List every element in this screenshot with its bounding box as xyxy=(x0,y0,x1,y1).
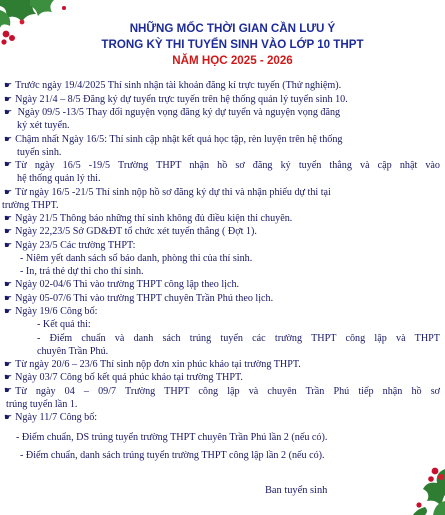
list-item xyxy=(4,371,243,385)
list-item xyxy=(4,385,440,398)
pointing-hand-icon: ☛ xyxy=(4,413,13,423)
pointing-hand-icon: ☛ xyxy=(4,135,13,145)
list-item-continuation: ký xét tuyển. xyxy=(17,120,70,131)
list-item-text: Từ ngày 16/5 -19/5 Trường THPT nhận hồ sơ đăng ký tuyển thẳng và cập nhật vào xyxy=(15,160,440,171)
sub-item: - Niêm yết danh sách số báo danh, phòng thi của thí sinh. xyxy=(20,253,253,264)
list-item-text: Ngày 02-04/6 Thi vào trường THPT công lập theo lịch. xyxy=(15,279,240,290)
title-line-2: TRONG KỲ THI TUYỂN SINH VÀO LỚP 10 THPT xyxy=(101,38,364,51)
list-item-text: Từ ngày 16/5 -21/5 Thí sinh nộp hồ sơ đăng ký dự thi và nhận phiếu dự thi tại xyxy=(15,187,331,198)
pointing-hand-icon: ☛ xyxy=(4,280,13,290)
pointing-hand-icon: ☛ xyxy=(4,160,13,170)
list-item-text: Ngày 09/5 -13/5 Thay đổi nguyện vọng đăng ký dự tuyển và nguyện vọng đăng xyxy=(15,107,341,118)
list-item-text: Ngày 23/5 Các trường THPT: xyxy=(15,240,136,251)
list-item-text: Ngày 21/4 – 8/5 Đăng ký dự tuyển trực tuyến trên hệ thống quản lý tuyển sinh 10. xyxy=(15,94,348,105)
sub-item: - Kết quả thi: xyxy=(37,319,91,330)
list-item-text: Ngày 05-07/6 Thi vào trường THPT chuyên Trần Phú theo lịch. xyxy=(15,293,274,304)
pointing-hand-icon: ☛ xyxy=(4,386,13,396)
pointing-hand-icon: ☛ xyxy=(4,214,13,224)
pointing-hand-icon: ☛ xyxy=(4,81,13,91)
list-item-text: Từ ngày 20/6 – 23/6 Thí sinh nộp đơn xin phúc khảo tại trường THPT. xyxy=(15,359,301,370)
pointing-hand-icon: ☛ xyxy=(4,373,13,383)
pointing-hand-icon: ☛ xyxy=(4,227,13,237)
list-item-text: Ngày 11/7 Công bố: xyxy=(15,412,98,423)
pointing-hand-icon: ☛ xyxy=(4,294,13,304)
list-item-text: Chậm nhất Ngày 16/5: Thí sinh cập nhật kết quả học tập, rèn luyện trên hệ thống xyxy=(15,134,343,145)
sub-item: - In, trả thẻ dự thi cho thí sinh. xyxy=(20,266,144,277)
sub-item: - Điểm chuẩn, DS trúng tuyển trường THPT chuyên Trần Phú lần 2 (nếu có). xyxy=(16,432,328,443)
list-item xyxy=(4,79,341,93)
pointing-hand-icon: ☛ xyxy=(4,241,13,251)
list-item-text: Ngày 21/5 Thông báo những thí sinh không đủ điều kiện thi chuyên. xyxy=(15,213,293,224)
title-line-1: NHỮNG MỐC THỜI GIAN CẦN LƯU Ý xyxy=(129,22,336,35)
pointing-hand-icon: ☛ xyxy=(4,108,13,118)
list-item-continuation: tuyển sinh. xyxy=(17,147,62,158)
signature: Ban tuyển sinh xyxy=(265,485,328,496)
list-item-continuation: trường THPT. xyxy=(2,200,59,211)
list-item-continuation: hệ thống quản lý thi. xyxy=(17,173,101,184)
school-year: NĂM HỌC 2025 - 2026 xyxy=(172,54,293,67)
pointing-hand-icon: ☛ xyxy=(4,188,13,198)
holly-bottom-right-icon xyxy=(395,455,445,515)
pointing-hand-icon: ☛ xyxy=(4,307,13,317)
sub-item: - Điểm chuẩn, danh sách trúng tuyển trường THPT công lập lần 2 (nếu có). xyxy=(20,450,325,461)
list-item-text: Ngày 19/6 Công bố: xyxy=(15,306,98,317)
list-item-text: Ngày 22,23/5 Sở GD&ĐT tổ chức xét tuyển thẳng ( Đợt 1). xyxy=(15,226,257,237)
list-item xyxy=(4,411,97,425)
list-item-text: Từ ngày 04 – 09/7 Trường THPT công lập và chuyên Trần Phú tiếp nhận hồ sơ xyxy=(15,386,440,397)
list-item xyxy=(4,278,239,292)
sub-item-text: - Điểm chuẩn và danh sách trúng tuyển các trường THPT công lập và THPT xyxy=(37,333,440,344)
list-item xyxy=(4,225,257,239)
list-item xyxy=(4,159,440,172)
sub-item xyxy=(37,332,440,345)
list-item-continuation: trúng tuyển lần 1. xyxy=(6,399,78,410)
pointing-hand-icon: ☛ xyxy=(4,360,13,370)
pointing-hand-icon: ☛ xyxy=(4,95,13,105)
list-item-text: Trước ngày 19/4/2025 Thí sinh nhận tài khoản đăng kí trực tuyến (Thử nghiệm). xyxy=(15,80,342,91)
list-item-continuation: chuyên Trần Phú. xyxy=(37,346,109,357)
list-item-text: Ngày 03/7 Công bố kết quả phúc khảo tại trường THPT. xyxy=(15,372,243,383)
